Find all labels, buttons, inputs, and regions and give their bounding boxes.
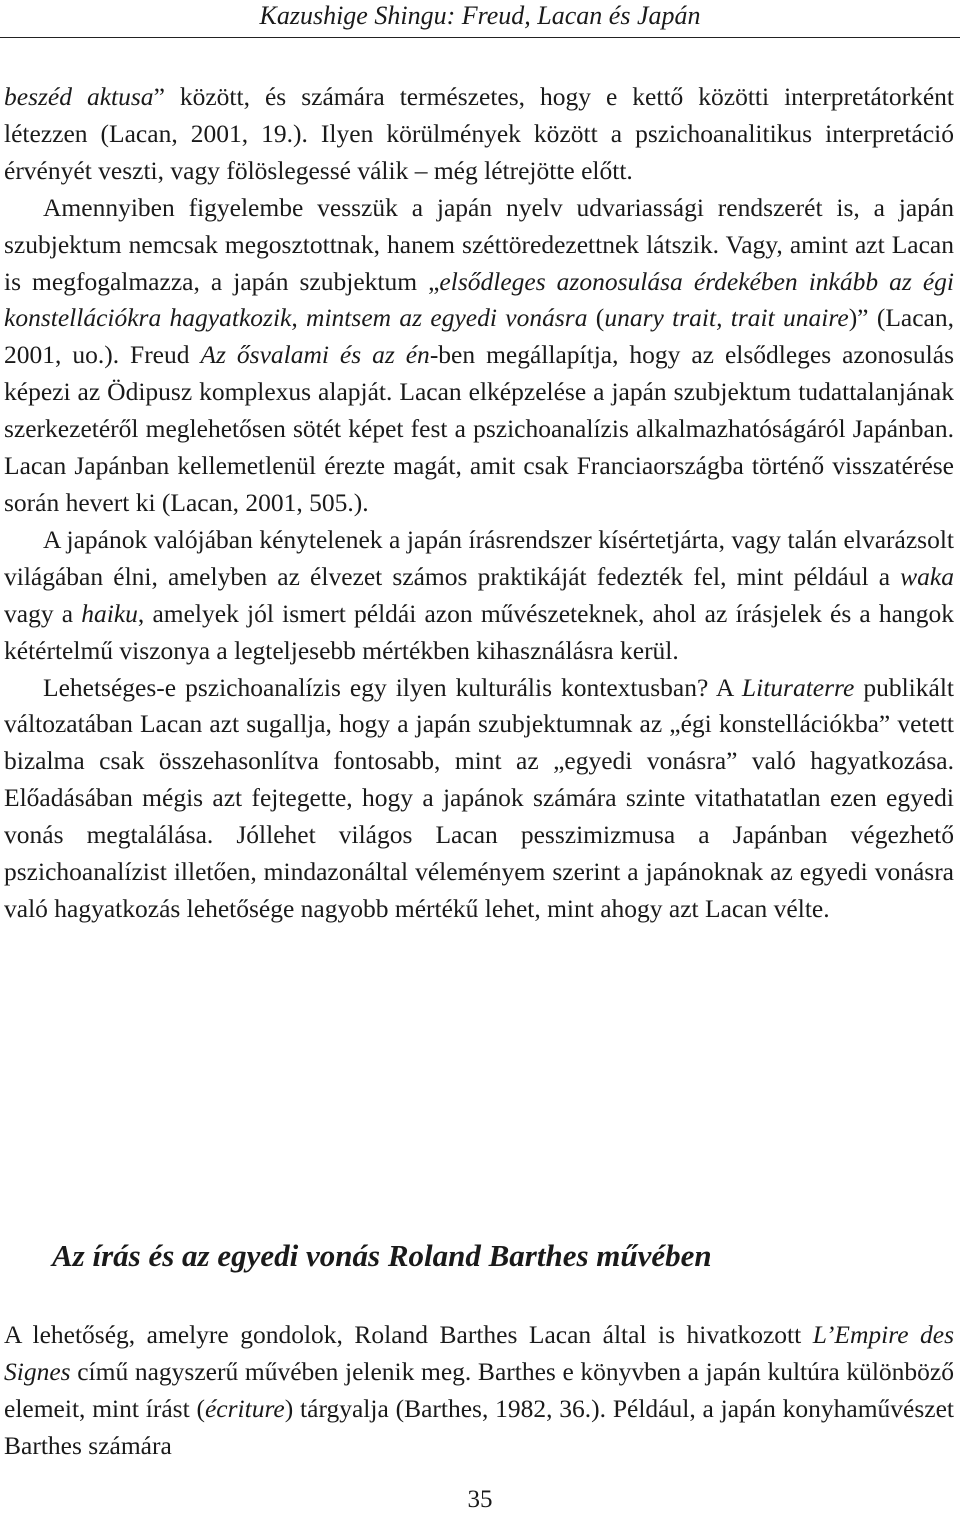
- section-body-text: [4, 1317, 954, 1465]
- italic-text: Lituraterre: [741, 672, 855, 702]
- paragraph: [4, 190, 954, 522]
- running-head: Kazushige Shingu: Freud, Lacan és Japán: [259, 1, 701, 30]
- italic-text: écriture: [204, 1393, 285, 1423]
- text-run: című nagyszerű művében jelenik meg. Barthes e könyvben a japán kultúra különböző elemeit, mint írást (: [4, 1356, 954, 1423]
- italic-text: Az ősvalami és az én: [200, 340, 430, 370]
- italic-text: L’Empire des Signes: [4, 1320, 954, 1386]
- italic-text: unary trait, trait unaire: [604, 303, 849, 333]
- text-run: )” (Lacan, 2001, uo.). Freud: [4, 303, 954, 370]
- text-run: Amennyiben figyelembe vesszük a japán nyelv udvariassági rendszerét is, a japán szubjektum nemcsak megosztottnak, hanem széttöredezettnek látszik. Vagy, amint azt Lacan is megfogalmazza, a japán szubjektum „: [4, 192, 954, 296]
- paragraph: [4, 1317, 954, 1465]
- italic-text: haiku: [81, 598, 138, 628]
- header-rule: [0, 37, 960, 38]
- italic-text: elsődleges azonosulása érdekében inkább az égi konstellációkra hagyatkozik, mintsem az egyedi vonásra: [4, 266, 954, 333]
- paragraph: [4, 522, 954, 670]
- text-run: publikált változatában Lacan azt sugallja, hogy a japán szubjektumnak az „égi konstellációkba” vetett bizalma csak összehasonlítva fontosabb, mint az „egyedi vonásra” való hagyatkozása. Előadásában mégis azt fejtegette, hogy a japánok számára szinte vitathatatlan ezen egyedi vonás megtalálása. Jóllehet világos Lacan pesszimizmusa a Japánban végezhető pszichoanalízist illetően, mindazonáltal véleményem szerint a japánoknak az egyedi vonásra való hagyatkozás lehetősége nagyobb mértékű lehet, mint ahogy azt Lacan vélte.: [4, 672, 954, 923]
- italic-text: beszéd aktusa: [4, 82, 154, 111]
- text-run: ” között, és számára természetes, hogy e kettő közötti interpretátorként létezzen (Lacan, 2001, 19.). Ilyen körülmények között a pszichoanalitikus interpretáció érvényét veszti, vagy fölöslegessé válik – még létrejötte előtt.: [4, 82, 955, 185]
- text-run: ) tárgyalja (Barthes, 1982, 36.). Például, a japán konyhaművészet Barthes számára: [4, 1393, 954, 1460]
- text-run: , amelyek jól ismert példái azon művészeteknek, ahol az írásjelek és a hangok kétértelmű viszonya a legteljesebb mértékben kihasználásra kerül.: [4, 598, 954, 665]
- text-run: Lehetséges-e pszichoanalízis egy ilyen kulturális kontextusban? A: [43, 672, 742, 702]
- page-number: 35: [467, 1486, 493, 1513]
- italic-text: waka: [900, 561, 954, 591]
- text-run: (: [587, 303, 605, 333]
- text-run: vagy a: [4, 598, 82, 628]
- text-run: -ben megállapítja, hogy az elsődleges azonosulás képezi az Ödipusz komplexus alapját. Lacan elképzelése a japán szubjektum tudattalanjának szerkezetéről meglehetősen sötét képet fest a pszichoanalízis alkalmazhatóságáról Japánban. Lacan Japánban kellemetlenül érezte magát, amit csak Franciaországba történő visszatérése során hevert ki (Lacan, 2001, 505.).: [4, 340, 955, 517]
- body-text: [4, 79, 954, 928]
- paragraph: [4, 670, 954, 928]
- text-run: A japánok valójában kénytelenek a japán írásrendszer kísértetjárta, vagy talán elvarázsolt világában élni, amelyben az élvezet számos praktikáját fedezték fel, mint például a: [4, 524, 954, 591]
- paragraph: [4, 79, 954, 190]
- section-title: Az írás és az egyedi vonás Roland Barthes művében: [52, 1238, 712, 1273]
- text-run: A lehetőség, amelyre gondolok, Roland Barthes Lacan által is hivatkozott: [4, 1320, 813, 1349]
